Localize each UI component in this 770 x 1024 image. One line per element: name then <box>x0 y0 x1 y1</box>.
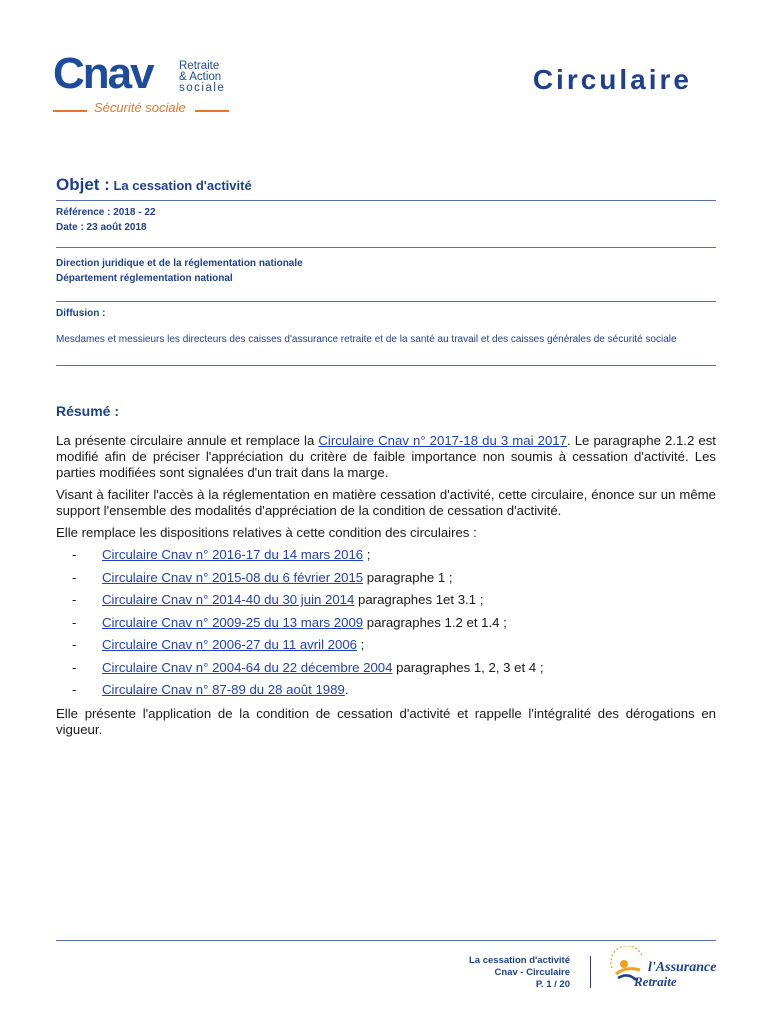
footer-info <box>380 955 570 991</box>
list-dash: - <box>72 569 77 585</box>
logo-wordmark: Cnav <box>53 49 153 98</box>
logo-line: Retraite <box>634 974 677 989</box>
list-item-suffix: paragraphes 1et 3.1 ; <box>354 592 484 607</box>
list-item <box>72 592 712 615</box>
list-item-suffix: . <box>344 682 349 697</box>
date: Date : 23 août 2018 <box>56 222 147 233</box>
list-item-suffix: paragraphes 1.2 et 1.4 ; <box>363 614 507 630</box>
list-item <box>72 637 712 660</box>
divider <box>56 247 716 248</box>
list-item-suffix: paragraphe 1 ; <box>363 569 453 585</box>
list-item <box>72 682 712 705</box>
diffusion-text: Mesdames et messieurs les directeurs des caisses d'assurance retraite et de la santé au travail et des caisses générales de sécurité sociale <box>56 334 677 345</box>
logo-tagline: Sécurité sociale <box>94 100 186 115</box>
circulaire-link[interactable]: Circulaire Cnav n° 2006-27 du 11 avril 2006 <box>102 637 358 652</box>
logo-side-line: Retraite <box>179 60 220 72</box>
resume-paragraph-2: Visant à faciliter l'accès à la réglementation en matière cessation d'activité, cette circulaire, énonce sur un même support l'ensemble des modalités d'appréciation de la condition de cessation d'activité. <box>56 487 716 518</box>
objet-value: La cessation d'activité <box>113 178 252 193</box>
reference-block <box>56 205 716 235</box>
circulaire-link[interactable]: Circulaire Cnav n° 2017-18 du 3 mai 2017 <box>318 433 567 448</box>
list-dash: - <box>72 614 77 630</box>
list-item <box>72 660 712 683</box>
footer-title: La cessation d'activité <box>469 955 570 966</box>
reference: Référence : 2018 - 22 <box>56 207 156 218</box>
direction: Direction juridique et de la réglementation nationale <box>56 258 303 269</box>
assurance-retraite-logo <box>606 946 726 992</box>
list-item-suffix: paragraphes 1, 2, 3 et 4 ; <box>392 659 544 675</box>
footer-doc-type: Cnav - Circulaire <box>494 967 570 978</box>
list-item-suffix: ; <box>363 547 371 562</box>
list-item-suffix: ; <box>357 637 365 652</box>
diffusion-label: Diffusion : <box>56 308 106 319</box>
resume-paragraph-1 <box>56 433 716 481</box>
list-item <box>72 615 712 638</box>
objet-line <box>56 175 716 195</box>
cnav-logo <box>53 49 243 120</box>
paragraph-text: La présente circulaire annule et remplace la <box>56 433 319 448</box>
logo-side-line: & Action <box>179 71 222 83</box>
circulaire-link[interactable]: Circulaire Cnav n° 2015-08 du 6 février 2015 <box>102 569 364 585</box>
list-item <box>72 570 712 593</box>
circulaire-link[interactable]: Circulaire Cnav n° 2004-64 du 22 décembre 2004 <box>102 659 393 675</box>
circulaire-link[interactable]: Circulaire Cnav n° 87-89 du 28 août 1989 <box>102 682 345 697</box>
divider <box>56 365 716 366</box>
logo-rule <box>53 110 87 112</box>
logo-side-text <box>179 61 225 94</box>
circulaire-link[interactable]: Circulaire Cnav n° 2016-17 du 14 mars 2016 <box>102 547 364 562</box>
resume-title: Résumé : <box>56 403 120 419</box>
footer-divider <box>56 940 716 941</box>
resume-paragraph-3: Elle remplace les dispositions relatives à cette condition des circulaires : <box>56 525 477 540</box>
logo-rule <box>195 110 229 112</box>
logo-side-line: sociale <box>179 82 226 94</box>
list-item <box>72 547 712 570</box>
circulaires-list <box>72 547 712 705</box>
footer-separator <box>590 956 591 988</box>
page-number: P. 1 / 20 <box>535 979 570 990</box>
circulaire-link[interactable]: Circulaire Cnav n° 2014-40 du 30 juin 2014 <box>102 592 355 607</box>
divider <box>56 301 716 302</box>
departement: Département réglementation national <box>56 273 233 284</box>
list-dash: - <box>72 547 77 562</box>
issuer-block <box>56 256 716 286</box>
document-type-title: Circulaire <box>532 64 692 95</box>
logo-line: l'Assurance <box>648 960 717 975</box>
resume-paragraph-4: Elle présente l'application de la condition de cessation d'activité et rappelle l'intégralité des dérogations en vigueur. <box>56 706 716 737</box>
list-dash: - <box>72 682 77 697</box>
list-dash: - <box>72 592 77 607</box>
divider <box>56 200 716 201</box>
paragraph-text: . Le paragraphe 2.1.2 est modifié afin de préciser l'appréciation du critère de faible importance non soumis à cessation d'activité. Les parties modifiées sont signalées d'un trait dans la marge. <box>56 433 716 480</box>
circulaire-link[interactable]: Circulaire Cnav n° 2009-25 du 13 mars 2009 <box>102 614 364 630</box>
objet-label: Objet : <box>56 175 110 194</box>
list-dash: - <box>72 637 77 652</box>
list-dash: - <box>72 659 77 675</box>
